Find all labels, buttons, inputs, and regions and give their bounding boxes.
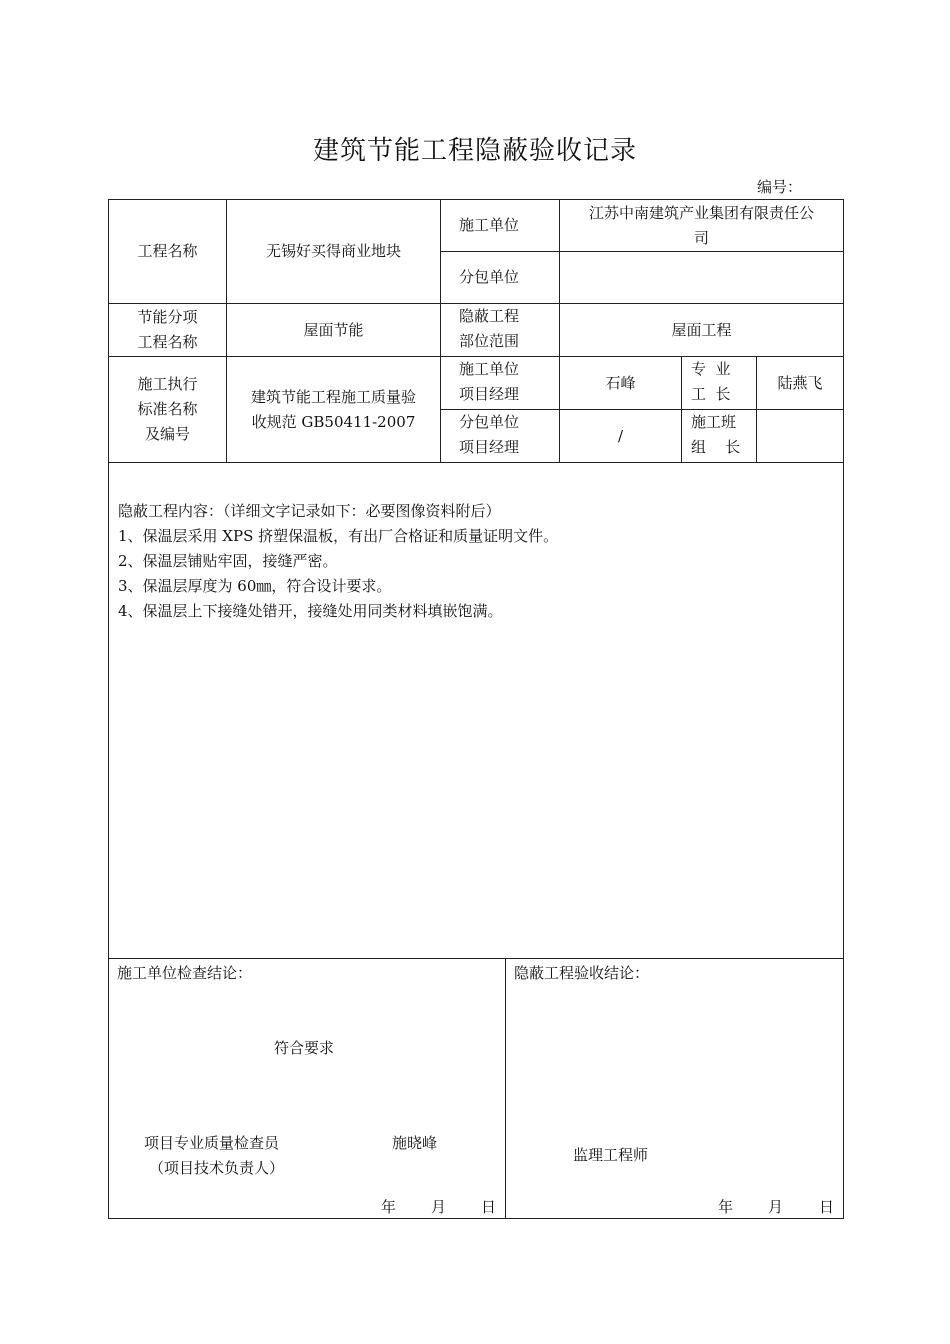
foreman-label-line-1: 专 业: [691, 360, 731, 378]
acceptance-conclusion-box: [505, 958, 844, 1219]
project-name-value: 无锡好买得商业地块: [226, 199, 441, 304]
sub-pm-value: /: [559, 409, 682, 463]
subcontractor-label: 分包单位: [440, 251, 560, 304]
subitem-label-line-2: 工程名称: [137, 333, 198, 351]
team-leader-value: [756, 409, 844, 463]
sub-pm-label-line-1: 分包单位: [459, 413, 520, 431]
hidden-scope-label: [440, 303, 560, 357]
team-leader-label: [681, 409, 757, 463]
subcontractor-value: [559, 251, 844, 304]
date-year-label: 年: [718, 1198, 734, 1216]
contractor-line-2: 司: [693, 228, 709, 247]
contractor-value: [559, 199, 844, 252]
standard-value: [226, 356, 441, 463]
subitem-label: [108, 303, 227, 357]
pm-value: 石峰: [559, 356, 682, 410]
standard-label-line-3: 及编号: [144, 425, 190, 443]
hidden-scope-value: 屋面工程: [559, 303, 844, 357]
pm-label-line-1: 施工单位: [459, 360, 520, 378]
foreman-label-line-2: 工 长: [691, 385, 731, 403]
contractor-conclusion-heading: 施工单位检查结论：: [117, 964, 253, 982]
contractor-conclusion-box: [108, 958, 506, 1219]
contractor-line-1: 江苏中南建筑产业集团有限责任公: [588, 203, 814, 222]
hidden-scope-label-line-1: 隐蔽工程: [459, 307, 520, 325]
project-name-label: 工程名称: [108, 199, 227, 304]
contractor-conclusion-result: 符合要求: [274, 1039, 335, 1057]
pm-label-line-2: 项目经理: [459, 385, 520, 403]
inspector-name: 施晓峰: [392, 1134, 438, 1152]
team-leader-label-line-1: 施工班: [691, 413, 737, 431]
inspector-sub-label: （项目技术负责人）: [149, 1159, 285, 1177]
standard-label-line-2: 标准名称: [137, 400, 198, 418]
date-month-label: 月: [431, 1198, 447, 1216]
foreman-label: [681, 356, 757, 410]
subitem-label-line-1: 节能分项: [137, 308, 198, 326]
content-item: 2、保温层铺贴牢固，接缝严密。: [118, 552, 338, 570]
inspector-label: 项目专业质量检查员: [144, 1134, 280, 1152]
hidden-scope-label-line-2: 部位范围: [459, 332, 520, 350]
standard-line-2: 收规范 GB50411-2007: [251, 412, 416, 431]
serial-number-label: 编号：: [757, 178, 803, 196]
standard-label: [108, 356, 227, 463]
content-heading: 隐蔽工程内容：（详细文字记录如下：必要图像资料附后）: [118, 502, 501, 520]
date-day-label: 日: [481, 1198, 497, 1216]
standard-line-1: 建筑节能工程施工质量验: [250, 387, 416, 406]
foreman-value: 陆燕飞: [756, 356, 844, 410]
content-item: 3、保温层厚度为 60㎜，符合设计要求。: [118, 577, 392, 595]
subitem-value: 屋面节能: [226, 303, 441, 357]
date-day-label: 日: [819, 1198, 835, 1216]
pm-label: [440, 356, 560, 410]
date-year-label: 年: [381, 1198, 397, 1216]
standard-label-line-1: 施工执行: [137, 375, 198, 393]
page-title: 建筑节能工程隐蔽验收记录: [312, 136, 637, 166]
team-leader-label-line-2: 组 长: [691, 438, 741, 456]
sub-pm-label: [440, 409, 560, 463]
hidden-work-content: [108, 462, 844, 959]
content-item: 1、保温层采用 XPS 挤塑保温板，有出厂合格证和质量证明文件。: [118, 527, 559, 545]
acceptance-conclusion-heading: 隐蔽工程验收结论：: [514, 964, 650, 982]
sub-pm-label-line-2: 项目经理: [459, 438, 520, 456]
supervisor-label: 监理工程师: [573, 1146, 649, 1164]
content-item: 4、保温层上下接缝处错开，接缝处用同类材料填嵌饱满。: [118, 602, 503, 620]
date-month-label: 月: [768, 1198, 784, 1216]
contractor-label: 施工单位: [440, 199, 560, 252]
